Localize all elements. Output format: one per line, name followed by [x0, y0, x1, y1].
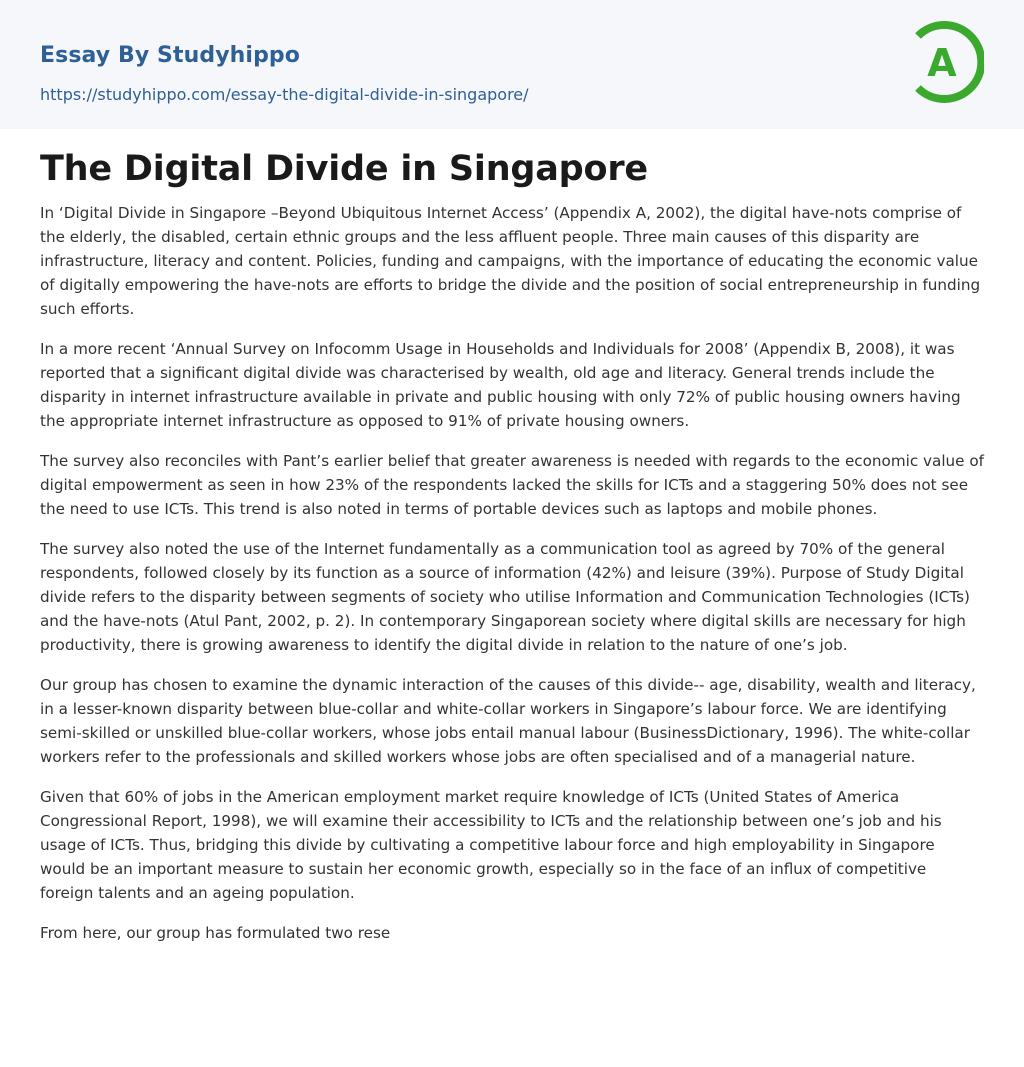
- article-paragraph: The survey also noted the use of the Internet fundamentally as a communication tool as agreed by 70% of the general respondents, followed closely by its function as a source of information (42%) and leisure (39%). Purpose of Study Digital divide refers to the disparity between segments of society who utilise Information and Communication Technologies (ICTs) and the have-nots (Atul Pant, 2002, p. 2). In contemporary Singaporean society where digital skills are necessary for high productivity, there is growing awareness to identify the digital divide in relation to the nature of one’s job.: [40, 540, 970, 654]
- logo-letter: A: [927, 41, 957, 85]
- article: [0, 149, 1024, 945]
- logo[interactable]: [900, 20, 984, 104]
- article-paragraph: The survey also reconciles with Pant’s earlier belief that greater awareness is needed with regards to the economic value of digital empowerment as seen in how 23% of the respondents lacked the skills for ICTs and a staggering 50% does not see the need to use ICTs. This trend is also noted in terms of portable devices such as laptops and mobile phones.: [40, 452, 984, 518]
- article-paragraph: In a more recent ‘Annual Survey on Infocomm Usage in Households and Individuals for 2008’ (Appendix B, 2008), it was reported that a significant digital divide was characterised by wealth, old age and literacy. General trends include the disparity in internet infrastructure available in private and public housing with only 72% of public housing owners having the appropriate internet infrastructure as opposed to 91% of private housing owners.: [40, 340, 961, 430]
- site-header: [0, 0, 1024, 129]
- article-paragraph-truncated: From here, our group has formulated two rese: [40, 924, 391, 942]
- page-title: The Digital Divide in Singapore: [40, 149, 648, 189]
- essay-url-link[interactable]: https://studyhippo.com/essay-the-digital-divide-in-singapore/: [40, 85, 529, 104]
- site-brand: Essay By Studyhippo: [40, 43, 300, 68]
- article-paragraph: In ‘Digital Divide in Singapore –Beyond Ubiquitous Internet Access’ (Appendix A, 2002), the digital have-nots comprise of the elderly, the disabled, certain ethnic groups and the less affluent people. Three main causes of this disparity are infrastructure, literacy and content. Policies, funding and campaigns, with the importance of educating the economic value of digitally empowering the have-nots are efforts to bridge the divide and the position of social entrepreneurship in funding such efforts.: [40, 204, 981, 318]
- logo-icon: [900, 20, 984, 104]
- article-paragraph: Our group has chosen to examine the dynamic interaction of the causes of this divide-- age, disability, wealth and literacy, in a lesser-known disparity between blue-collar and white-collar workers in Singapore’s labour force. We are identifying semi-skilled or unskilled blue-collar workers, whose jobs entail manual labour (BusinessDictionary, 1996). The white-collar workers refer to the professionals and skilled workers whose jobs are often specialised and of a managerial nature.: [40, 676, 976, 766]
- article-paragraph: Given that 60% of jobs in the American employment market require knowledge of ICTs (United States of America Congressional Report, 1998), we will examine their accessibility to ICTs and the relationship between one’s job and his usage of ICTs. Thus, bridging this divide by cultivating a competitive labour force and high employability in Singapore would be an important measure to sustain her economic growth, especially so in the face of an influx of competitive foreign talents and an ageing population.: [40, 788, 942, 902]
